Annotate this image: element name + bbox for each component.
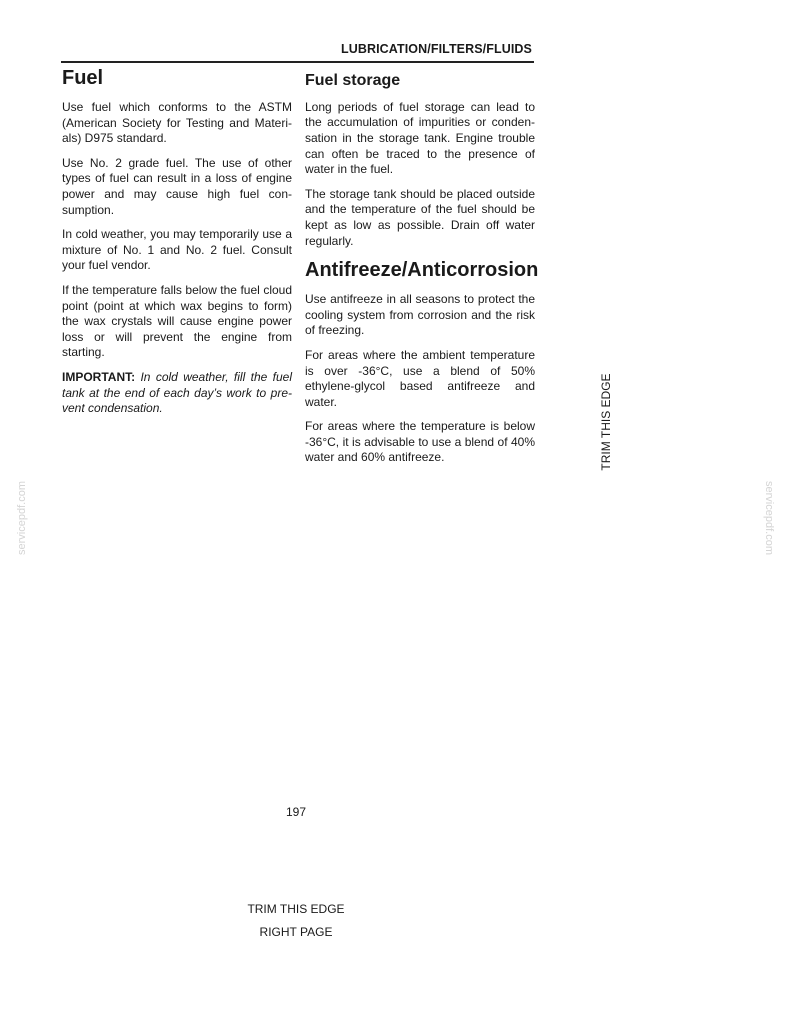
fuel-paragraph: Use No. 2 grade fuel. The use of other types of fuel can result in a loss of engine power and may cause high fuel consumption. — [62, 155, 292, 217]
antifreeze-section-title: Antifreeze/Anticorrosion — [305, 259, 539, 282]
storage-paragraph: Long periods of fuel storage can lead to the accumulation of impurities or condensation in the storage tank. Engine trouble can often be traced to the presence of water in the fuel. — [305, 99, 535, 177]
header-rule — [61, 61, 534, 63]
important-text: In cold weather, fill the fuel tank at the end of each day’s work to prevent condensation. — [62, 369, 292, 416]
footer-page-side-label: RIGHT PAGE — [259, 925, 333, 939]
fuel-storage-title: Fuel storage — [305, 72, 401, 89]
footer-trim-label: TRIM THIS EDGE — [247, 902, 345, 916]
page-header-title: LUBRICATION/FILTERS/FLUIDS — [340, 42, 532, 56]
antifreeze-paragraph: Use antifreeze in all seasons to protect the cooling system from corrosion and the risk of freezing. — [305, 292, 535, 338]
page-number: 197 — [286, 805, 307, 819]
left-column — [62, 66, 292, 426]
storage-paragraph: The storage tank should be placed outside and the temperature of the fuel should be kept as low as possible. Drain off water regularly. — [305, 186, 535, 248]
side-trim-label: TRIM THIS EDGE — [599, 373, 613, 471]
antifreeze-paragraph: For areas where the temperature is below -36°C, it is advisable to use a blend of 40% water and 60% antifreeze. — [305, 419, 535, 465]
fuel-paragraph: If the temperature falls below the fuel cloud point (point at which wax begins to form) the wax crystals will cause engine power loss or will prevent the engine from starting. — [62, 282, 292, 360]
fuel-paragraph: In cold weather, you may temporarily use a mixture of No. 1 and No. 2 fuel. Consult your fuel vendor. — [62, 227, 292, 273]
antifreeze-paragraph: For areas where the ambient temperature is over -36°C, use a blend of 50% ethylene-glycol based antifreeze and water. — [305, 347, 535, 409]
fuel-section-title: Fuel — [62, 67, 104, 89]
important-note — [62, 370, 292, 417]
right-column — [305, 66, 539, 475]
watermark-right: servicepdf.com — [763, 481, 775, 555]
watermark-left: servicepdf.com — [16, 481, 28, 555]
fuel-paragraph: Use fuel which conforms to the ASTM (American Society for Testing and Materials) D975 standard. — [62, 100, 292, 146]
important-label: IMPORTANT: — [62, 369, 136, 384]
